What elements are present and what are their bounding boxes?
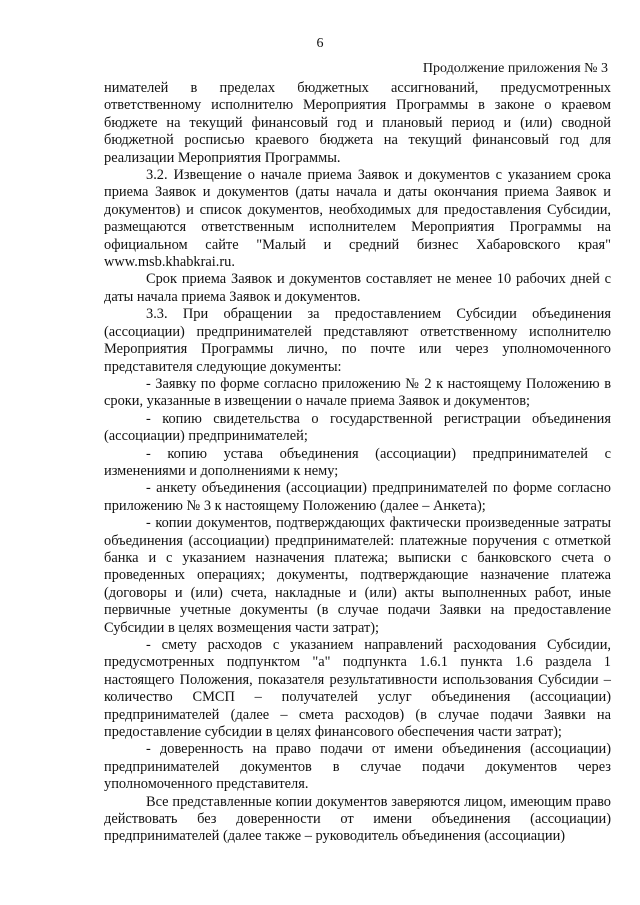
continuation-note: Продолжение приложения № 3: [422, 61, 608, 76]
paragraph: - копию свидетельства о государственной регистрации объединения (ассоциации) предпринимателей;: [104, 410, 611, 445]
paragraph: нимателей в пределах бюджетных ассигнований, предусмотренных ответственному исполнителю Мероприятия Программы в законе о краевом бюджете на текущий финансовый год и плановый период и (или) сводной бюджетной росписью краевого бюджета на текущий финансовый год для реализации Мероприятия Программы.: [104, 80, 611, 166]
paragraph: Все представленные копии документов заверяются лицом, имеющим право действовать без доверенности от имени объединения (ассоциации) предпринимателей (далее также – руководитель объединения (ассоциации): [104, 793, 611, 845]
paragraph: 3.2. Извещение о начале приема Заявок и документов с указанием срока приема Заявок и документов (даты начала и даты окончания приема Заявок и документов) и список документов, необходимых для предоставления Субсидии, размещаются ответственным исполнителем Мероприятия Программы на официальном сайте "Малый и средний бизнес Хабаровского края" www.msb.khabkrai.ru.: [104, 167, 611, 271]
document-body: [104, 80, 611, 846]
paragraph: 3.3. При обращении за предоставлением Субсидии объединения (ассоциации) предпринимателей представляют ответственному исполнителю Мероприятия Программы лично, по почте или через уполномоченного представителя следующие документы:: [104, 306, 611, 375]
paragraph: - копию устава объединения (ассоциации) предпринимателей с изменениями и дополнениями к нему;: [104, 445, 611, 479]
page-number: 6: [316, 36, 324, 51]
paragraph: - смету расходов с указанием направлений расходования Субсидии, предусмотренных подпунктом "а" подпункта 1.6.1 пункта 1.6 раздела 1 настоящего Положения, показателя результативности использования Субсидии – количество СМСП – получателей услуг объединения (ассоциации) предпринимателей (далее – смета расходов) (в случае подачи Заявки на предоставление субсидии в целях финансового обеспечения части затрат);: [104, 637, 611, 741]
paragraph: - анкету объединения (ассоциации) предпринимателей по форме согласно приложению № 3 к настоящему Положению (далее – Анкета);: [104, 480, 611, 514]
paragraph: - доверенность на право подачи от имени объединения (ассоциации) предпринимателей документов в случае подачи документов через уполномоченного представителя.: [104, 741, 611, 793]
paragraph: - копии документов, подтверждающих фактически произведенные затраты объединения (ассоциации) предпринимателей: платежные поручения с отметкой банка и с указанием назначения платежа; выписки с банковского счета о проведенных операциях; документы, подтверждающие назначение платежа (договоры и (или) счета, накладные и (или) акты выполненных работ, иные первичные учетные документы (в случае подачи Заявки на предоставление Субсидии в целях возмещения части затрат);: [104, 515, 611, 636]
paragraph: - Заявку по форме согласно приложению № 2 к настоящему Положению в сроки, указанные в извещении о начале приема Заявок и документов;: [104, 375, 611, 410]
paragraph: Срок приема Заявок и документов составляет не менее 10 рабочих дней с даты начала приема Заявок и документов.: [104, 271, 611, 305]
